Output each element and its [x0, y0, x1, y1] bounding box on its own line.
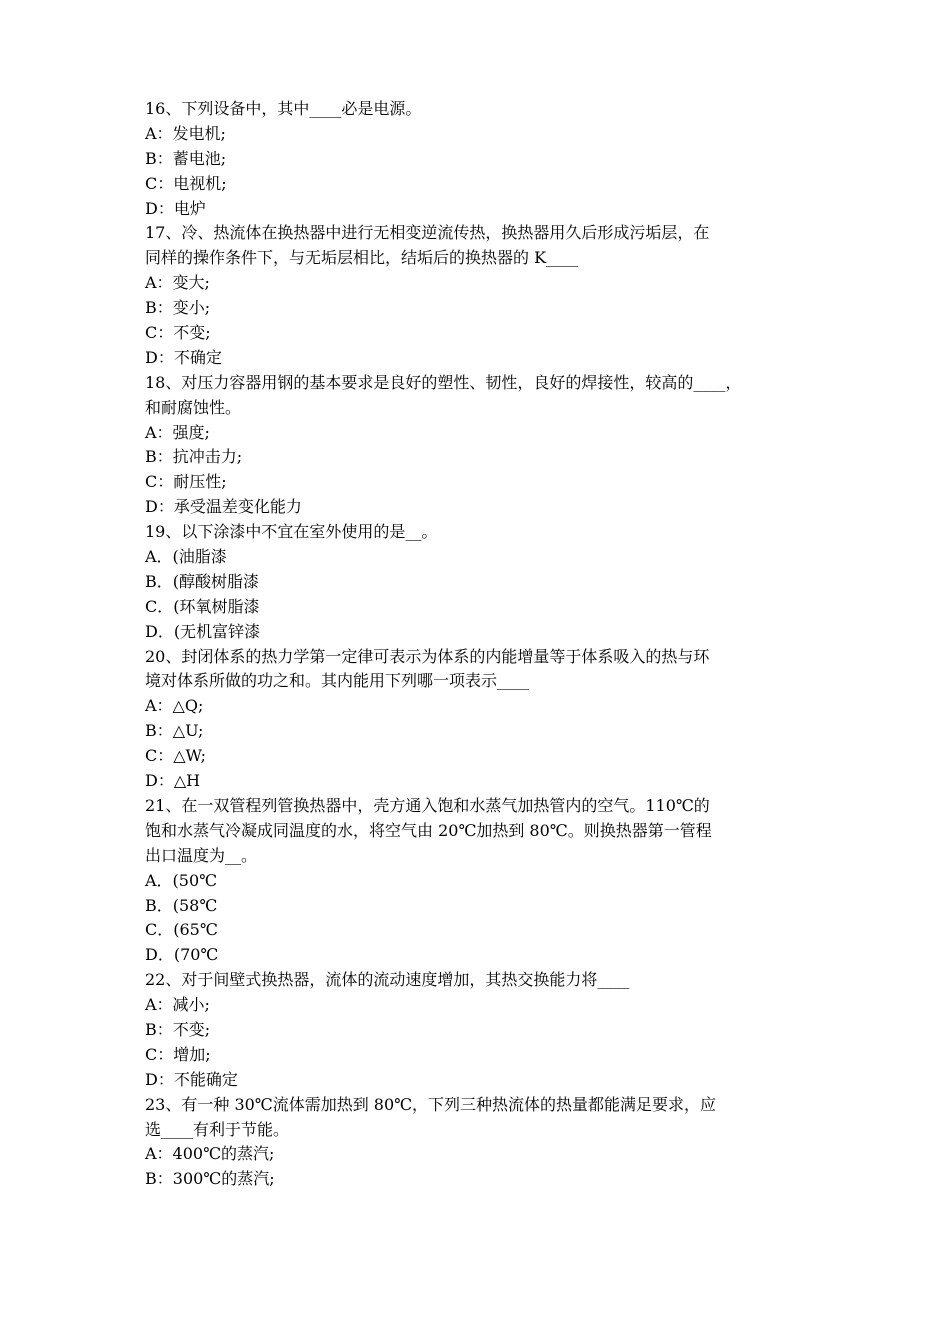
question-18-option-d: D：承受温差变化能力 — [145, 497, 302, 517]
question-23-text-line-2: 选____有利于节能。 — [145, 1119, 290, 1139]
question-17-option-b: B：变小; — [145, 298, 211, 318]
question-19-text: 19、以下涂漆中不宜在室外使用的是__。 — [145, 522, 438, 542]
question-17-text-line-2: 同样的操作条件下，与无垢层相比，结垢后的换热器的 K____ — [145, 248, 579, 268]
question-20-option-d: D：△H — [145, 771, 201, 791]
question-22-option-d: D：不能确定 — [145, 1069, 238, 1089]
question-17-text-line-1: 17、冷、热流体在换热器中进行无相变逆流传热，换热器用久后形成污垢层，在 — [145, 223, 710, 243]
question-22-option-b: B：不变; — [145, 1019, 211, 1039]
question-23-option-a: A：400℃的蒸汽; — [145, 1144, 275, 1164]
question-21-text-line-2: 饱和水蒸气冷凝成同温度的水，将空气由 20℃加热到 80℃。则换热器第一管程 — [145, 820, 712, 840]
question-16-option-c: C：电视机; — [145, 173, 227, 193]
question-19-option-d: D．(无机富锌漆 — [145, 621, 261, 641]
question-18-option-a: A：强度; — [145, 422, 210, 442]
question-18-option-b: B：抗冲击力; — [145, 447, 243, 467]
question-17-option-c: C：不变; — [145, 323, 211, 343]
question-22-option-a: A：减小; — [145, 995, 210, 1015]
question-17-option-d: D：不确定 — [145, 347, 222, 367]
question-17-option-a: A：变大; — [145, 273, 210, 293]
question-18-text-line-1: 18、对压力容器用钢的基本要求是良好的塑性、韧性，良好的焊接性，较高的____， — [145, 372, 742, 392]
question-16-option-a: A：发电机; — [145, 123, 226, 143]
question-21-text-line-1: 21、在一双管程列管换热器中，壳方通入饱和水蒸气加热管内的空气。110℃的 — [145, 795, 710, 815]
question-20-text-line-2: 境对体系所做的功之和。其内能用下列哪一项表示____ — [145, 671, 530, 691]
question-21-text-line-3: 出口温度为__。 — [145, 845, 258, 865]
question-19-option-a: A．(油脂漆 — [145, 547, 227, 567]
question-18-text-line-2: 和耐腐蚀性。 — [145, 397, 242, 417]
document-body — [145, 97, 817, 1192]
question-21-option-a: A．(50℃ — [145, 870, 218, 890]
question-23-option-b: B：300℃的蒸汽; — [145, 1169, 275, 1189]
question-22-option-c: C：增加; — [145, 1044, 211, 1064]
question-20-option-c: C：△W; — [145, 746, 206, 766]
question-16-option-d: D：电炉 — [145, 198, 206, 218]
question-19-option-b: B．(醇酸树脂漆 — [145, 571, 260, 591]
question-21-option-d: D．(70℃ — [145, 945, 219, 965]
question-20-option-a: A：△Q; — [145, 696, 204, 716]
question-22-text: 22、对于间壁式换热器，流体的流动速度增加，其热交换能力将____ — [145, 970, 630, 990]
question-21-option-c: C．(65℃ — [145, 920, 218, 940]
question-23-text-line-1: 23、有一种 30℃流体需加热到 80℃，下列三种热流体的热量都能满足要求，应 — [145, 1094, 717, 1114]
question-16-text: 16、下列设备中，其中____必是电源。 — [145, 99, 422, 118]
question-18-option-c: C：耐压性; — [145, 472, 227, 492]
question-20-option-b: B：△U; — [145, 721, 204, 741]
question-20-text-line-1: 20、封闭体系的热力学第一定律可表示为体系的内能增量等于体系吸入的热与环 — [145, 646, 710, 666]
question-16-option-b: B：蓄电池; — [145, 148, 227, 168]
question-21-option-b: B．(58℃ — [145, 895, 218, 915]
question-19-option-c: C．(环氧树脂漆 — [145, 596, 260, 616]
